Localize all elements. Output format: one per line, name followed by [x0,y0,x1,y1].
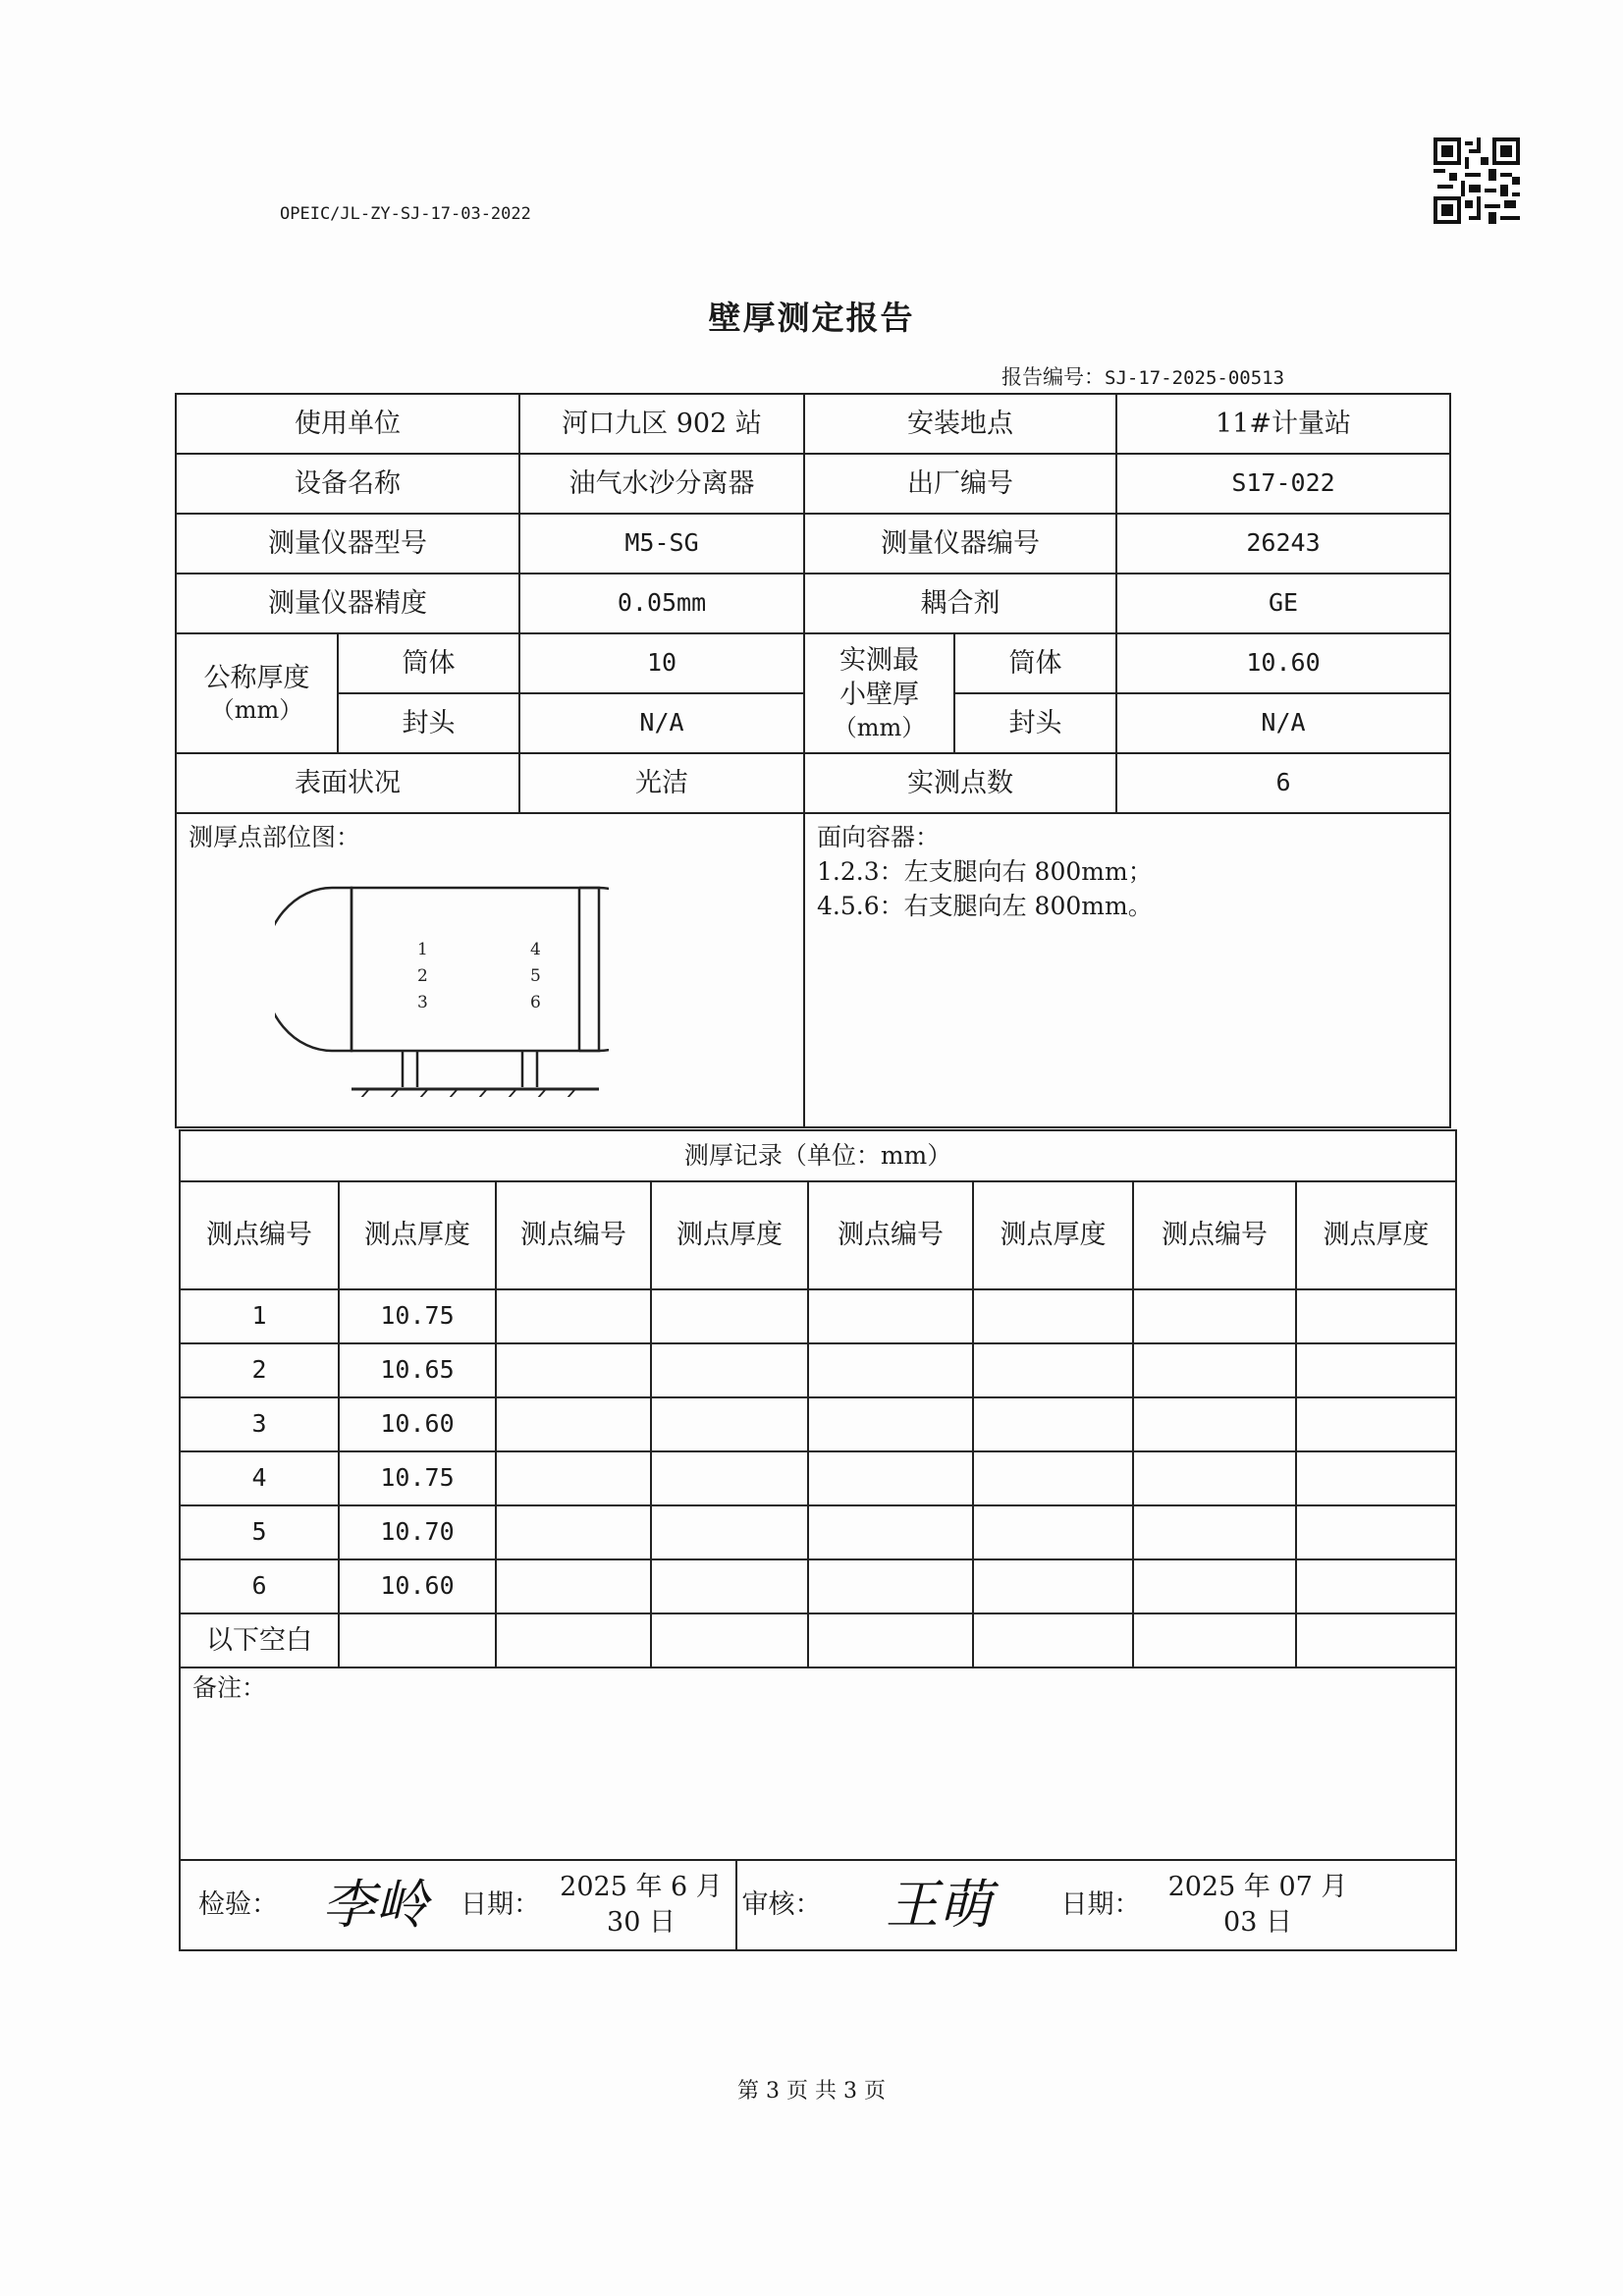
inspect-label: 检验： [198,1889,278,1921]
empty-cell [808,1397,973,1451]
empty-cell [973,1613,1133,1667]
direction-line-2: 4.5.6：右支腿向左 800mm。 [817,891,1153,920]
empty-cell [496,1451,651,1505]
col-thick-4: 测点厚度 [1296,1181,1456,1289]
signature-row [180,1860,1456,1950]
nominal-head-value: N/A [519,693,804,753]
min-thickness-label [804,633,954,753]
notes-cell [180,1667,1456,1860]
empty-cell [1296,1559,1456,1613]
inspect-date [547,1861,737,1949]
report-number-value: SJ-17-2025-00513 [1105,367,1285,389]
vessel-diagram [275,866,609,1097]
min-label-line1: 实测最 [839,645,919,677]
point-no: 4 [180,1451,339,1505]
factory-no-value: S17-022 [1116,454,1450,514]
records-table [179,1129,1457,1951]
model-value: M5-SG [519,514,804,574]
unit-label: 使用单位 [176,394,519,454]
empty-cell [973,1451,1133,1505]
empty-cell [1133,1451,1296,1505]
col-point-2: 测点编号 [496,1181,651,1289]
point-thickness: 10.75 [339,1289,496,1343]
empty-cell [651,1613,808,1667]
empty-cell [1133,1343,1296,1397]
point-3-marker: 3 [417,992,428,1012]
device-label: 设备名称 [176,454,519,514]
table-row [180,1559,1456,1613]
nominal-label-text: 公称厚度 [203,662,310,693]
min-label-line2: 小壁厚 [839,680,919,711]
review-date-line2: 03 日 [1223,1907,1292,1938]
reviewer-signature: 王萌 [886,1873,992,1936]
empty-cell [496,1343,651,1397]
direction-line-1: 1.2.3：左支腿向右 800mm； [817,856,1153,886]
instrument-no-value: 26243 [1116,514,1450,574]
nominal-head-label: 封头 [338,693,519,753]
empty-cell [808,1451,973,1505]
min-head-value: N/A [1116,693,1450,753]
point-thickness: 10.60 [339,1559,496,1613]
empty-cell [651,1343,808,1397]
inspect-date-line2: 30 日 [607,1907,676,1938]
nominal-unit-text: （mm） [210,695,303,724]
point-thickness: 10.75 [339,1451,496,1505]
empty-cell [651,1397,808,1451]
notes-label: 备注： [192,1673,267,1702]
device-value: 油气水沙分离器 [519,454,804,514]
records-title: 测厚记录（单位：mm） [180,1130,1456,1181]
empty-cell [1296,1505,1456,1559]
empty-cell [651,1559,808,1613]
instrument-no-label: 测量仪器编号 [804,514,1116,574]
col-thick-1: 测点厚度 [339,1181,496,1289]
report-number-label: 报告编号： [1001,365,1105,389]
inspect-date-line1: 2025 年 6 月 [560,1871,723,1902]
point-no: 2 [180,1343,339,1397]
empty-cell [496,1397,651,1451]
empty-cell [1133,1397,1296,1451]
point-no: 1 [180,1289,339,1343]
min-shell-value: 10.60 [1116,633,1450,693]
points-count-label: 实测点数 [804,753,1116,813]
point-thickness: 10.70 [339,1505,496,1559]
table-row [180,1505,1456,1559]
empty-cell [1133,1505,1296,1559]
factory-no-label: 出厂编号 [804,454,1116,514]
empty-cell [808,1343,973,1397]
surface-value: 光洁 [519,753,804,813]
surface-label: 表面状况 [176,753,519,813]
diagram-cell [176,813,804,1127]
col-thick-2: 测点厚度 [651,1181,808,1289]
couplant-value: GE [1116,574,1450,633]
empty-cell [1296,1451,1456,1505]
inspect-date-label: 日期： [460,1889,540,1921]
empty-cell [808,1505,973,1559]
points-count-value: 6 [1116,753,1450,813]
empty-cell [496,1613,651,1667]
empty-cell [808,1613,973,1667]
col-thick-3: 测点厚度 [973,1181,1133,1289]
direction-cell [804,813,1450,1127]
review-label: 审核： [741,1889,822,1921]
nominal-thickness-label [176,633,338,753]
point-no: 6 [180,1559,339,1613]
unit-value: 河口九区 902 站 [519,394,804,454]
table-row [180,1397,1456,1451]
nominal-shell-value: 10 [519,633,804,693]
model-label: 测量仪器型号 [176,514,519,574]
table-row [180,1289,1456,1343]
nominal-shell-label: 筒体 [338,633,519,693]
document-code: OPEIC/JL-ZY-SJ-17-03-2022 [280,204,531,224]
point-no: 5 [180,1505,339,1559]
empty-cell [651,1289,808,1343]
col-point-4: 测点编号 [1133,1181,1296,1289]
direction-title: 面向容器： [817,823,941,851]
empty-cell [973,1397,1133,1451]
review-date [1150,1870,1366,1941]
min-head-label: 封头 [954,693,1116,753]
empty-cell [651,1451,808,1505]
empty-cell [973,1343,1133,1397]
accuracy-label: 测量仪器精度 [176,574,519,633]
empty-cell [496,1559,651,1613]
col-point-1: 测点编号 [180,1181,339,1289]
col-point-3: 测点编号 [808,1181,973,1289]
point-thickness: 10.60 [339,1397,496,1451]
report-title: 壁厚测定报告 [708,299,915,337]
location-label: 安装地点 [804,394,1116,454]
empty-cell [1133,1289,1296,1343]
table-row [180,1451,1456,1505]
empty-cell [1133,1613,1296,1667]
info-table [175,393,1451,1128]
point-thickness [339,1613,496,1667]
point-6-marker: 6 [530,992,541,1012]
qr-code [1434,137,1520,224]
point-1-marker: 1 [417,939,428,959]
point-2-marker: 2 [417,965,428,986]
review-date-line1: 2025 年 07 月 [1167,1871,1348,1902]
empty-cell [1296,1613,1456,1667]
couplant-label: 耦合剂 [804,574,1116,633]
table-row [180,1343,1456,1397]
empty-cell [1133,1559,1296,1613]
min-label-line3: （mm） [833,713,926,741]
page-number: 第 3 页 共 3 页 [737,2079,886,2104]
empty-cell [496,1289,651,1343]
point-4-marker: 4 [530,939,541,959]
inspector-signature: 李岭 [322,1873,428,1936]
empty-cell [1296,1397,1456,1451]
blank-below-label: 以下空白 [180,1613,339,1667]
min-shell-label: 筒体 [954,633,1116,693]
empty-cell [496,1505,651,1559]
location-value: 11#计量站 [1116,394,1450,454]
empty-cell [808,1559,973,1613]
diagram-label: 测厚点部位图： [189,823,361,851]
table-row [180,1613,1456,1667]
point-5-marker: 5 [530,965,541,986]
empty-cell [651,1505,808,1559]
empty-cell [808,1289,973,1343]
empty-cell [1296,1289,1456,1343]
empty-cell [973,1505,1133,1559]
empty-cell [973,1559,1133,1613]
empty-cell [973,1289,1133,1343]
point-no: 3 [180,1397,339,1451]
empty-cell [1296,1343,1456,1397]
review-date-label: 日期： [1060,1889,1141,1921]
report-number [1001,361,1284,391]
accuracy-value: 0.05mm [519,574,804,633]
point-thickness: 10.65 [339,1343,496,1397]
